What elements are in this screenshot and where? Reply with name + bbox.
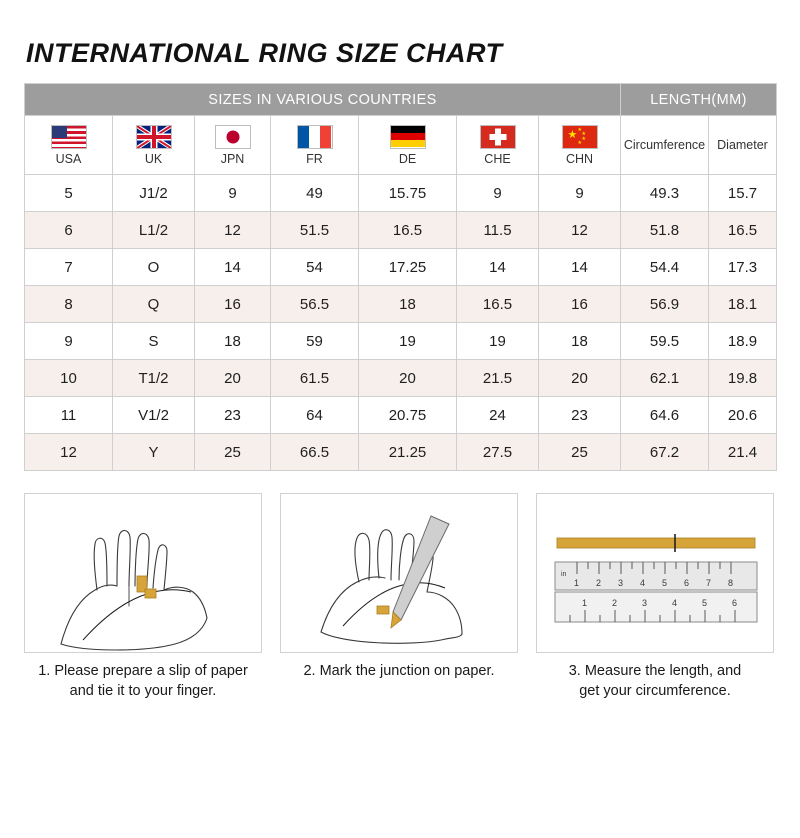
flag-switzerland-icon: [480, 125, 516, 149]
cell-usa: 12: [25, 434, 113, 471]
cell-che: 11.5: [457, 212, 539, 249]
svg-text:5: 5: [662, 578, 668, 588]
cell-fr: 49: [271, 175, 359, 212]
cell-circumference: 67.2: [621, 434, 709, 471]
step-3: [536, 493, 774, 701]
cell-diameter: 18.9: [709, 323, 777, 360]
svg-text:8: 8: [728, 578, 734, 588]
column-header-de: [359, 116, 457, 175]
flag-china-icon: ★ ★ ★ ★ ★: [562, 125, 598, 149]
cell-jpn: 9: [195, 175, 271, 212]
page-title: INTERNATIONAL RING SIZE CHART: [26, 38, 503, 68]
cell-de: 20: [359, 360, 457, 397]
step-3-caption: [536, 662, 774, 701]
cell-chn: 23: [539, 397, 621, 434]
cell-uk: Y: [113, 434, 195, 471]
cell-chn: 9: [539, 175, 621, 212]
cell-usa: 10: [25, 360, 113, 397]
cell-circumference: 56.9: [621, 286, 709, 323]
svg-text:4: 4: [640, 578, 646, 588]
cell-che: 14: [457, 249, 539, 286]
cell-diameter: 21.4: [709, 434, 777, 471]
cell-chn: 14: [539, 249, 621, 286]
cell-usa: 5: [25, 175, 113, 212]
column-header-diameter: Diameter: [709, 116, 777, 175]
cell-fr: 54: [271, 249, 359, 286]
flag-japan-icon: [215, 125, 251, 149]
cell-usa: 7: [25, 249, 113, 286]
svg-text:4: 4: [672, 598, 678, 608]
group-header-length: LENGTH(MM): [621, 84, 777, 116]
cell-diameter: 18.1: [709, 286, 777, 323]
cell-uk: T1/2: [113, 360, 195, 397]
cell-diameter: 16.5: [709, 212, 777, 249]
cell-fr: 61.5: [271, 360, 359, 397]
cell-diameter: 15.7: [709, 175, 777, 212]
cell-jpn: 12: [195, 212, 271, 249]
step-1-illustration: [24, 493, 262, 653]
svg-text:1: 1: [574, 578, 580, 588]
flag-germany-icon: [390, 125, 426, 149]
cell-che: 27.5: [457, 434, 539, 471]
ring-size-table: [24, 83, 777, 471]
cell-che: 9: [457, 175, 539, 212]
column-header-che: [457, 116, 539, 175]
cell-chn: 25: [539, 434, 621, 471]
table-row: [25, 212, 777, 249]
cell-de: 16.5: [359, 212, 457, 249]
step-2-illustration: [280, 493, 518, 653]
cell-chn: 20: [539, 360, 621, 397]
svg-text:in: in: [561, 571, 567, 578]
table-column-header-row: [25, 116, 777, 175]
cell-usa: 11: [25, 397, 113, 434]
cell-fr: 64: [271, 397, 359, 434]
svg-text:2: 2: [612, 598, 618, 608]
table-row: [25, 323, 777, 360]
cell-chn: 12: [539, 212, 621, 249]
cell-che: 16.5: [457, 286, 539, 323]
cell-che: 24: [457, 397, 539, 434]
cell-de: 19: [359, 323, 457, 360]
column-header-uk: [113, 116, 195, 175]
cell-jpn: 20: [195, 360, 271, 397]
step-2-caption: [280, 662, 518, 682]
step-2-caption-line1: 2. Mark the junction on paper.: [303, 663, 495, 679]
flag-france-icon: [297, 125, 333, 149]
cell-usa: 9: [25, 323, 113, 360]
table-row: [25, 397, 777, 434]
column-code-de: DE: [398, 151, 417, 166]
table-row: [25, 434, 777, 471]
svg-text:3: 3: [642, 598, 648, 608]
cell-che: 19: [457, 323, 539, 360]
svg-text:3: 3: [618, 578, 624, 588]
svg-text:1: 1: [582, 598, 588, 608]
cell-chn: 16: [539, 286, 621, 323]
table-group-header-row: [25, 84, 777, 116]
cell-diameter: 19.8: [709, 360, 777, 397]
cell-uk: L1/2: [113, 212, 195, 249]
cell-uk: S: [113, 323, 195, 360]
cell-circumference: 59.5: [621, 323, 709, 360]
column-header-circumference: Circumference: [621, 116, 709, 175]
cell-circumference: 64.6: [621, 397, 709, 434]
cell-chn: 18: [539, 323, 621, 360]
column-header-usa: [25, 116, 113, 175]
step-1: [24, 493, 262, 701]
svg-text:5: 5: [702, 598, 708, 608]
step-1-caption: [24, 662, 262, 701]
column-code-chn: CHN: [565, 151, 594, 166]
svg-text:7: 7: [706, 578, 712, 588]
cell-jpn: 14: [195, 249, 271, 286]
cell-uk: J1/2: [113, 175, 195, 212]
cell-jpn: 18: [195, 323, 271, 360]
step-3-illustration: [536, 493, 774, 653]
column-code-jpn: JPN: [220, 151, 245, 166]
cell-circumference: 54.4: [621, 249, 709, 286]
step-1-caption-line2: and tie it to your finger.: [69, 682, 217, 699]
cell-fr: 66.5: [271, 434, 359, 471]
cell-che: 21.5: [457, 360, 539, 397]
svg-text:6: 6: [684, 578, 690, 588]
table-row: [25, 286, 777, 323]
cell-usa: 6: [25, 212, 113, 249]
cell-circumference: 51.8: [621, 212, 709, 249]
cell-usa: 8: [25, 286, 113, 323]
ring-size-chart-page: [0, 38, 800, 838]
cell-jpn: 16: [195, 286, 271, 323]
cell-de: 15.75: [359, 175, 457, 212]
flag-usa-icon: [51, 125, 87, 149]
step-3-caption-line2: get your circumference.: [579, 682, 731, 699]
table-row: [25, 175, 777, 212]
cell-fr: 51.5: [271, 212, 359, 249]
cell-diameter: 17.3: [709, 249, 777, 286]
cell-de: 21.25: [359, 434, 457, 471]
column-header-chn: [539, 116, 621, 175]
column-code-usa: USA: [55, 151, 82, 166]
column-code-uk: UK: [144, 151, 163, 166]
column-header-fr: [271, 116, 359, 175]
cell-uk: O: [113, 249, 195, 286]
svg-text:6: 6: [732, 598, 738, 608]
table-body: [25, 175, 777, 471]
cell-fr: 56.5: [271, 286, 359, 323]
step-1-caption-line1: 1. Please prepare a slip of paper: [38, 663, 248, 679]
cell-de: 20.75: [359, 397, 457, 434]
cell-jpn: 23: [195, 397, 271, 434]
svg-text:2: 2: [596, 578, 602, 588]
cell-uk: Q: [113, 286, 195, 323]
step-2: [280, 493, 518, 701]
step-3-caption-line1: 3. Measure the length, and: [568, 663, 742, 679]
cell-uk: V1/2: [113, 397, 195, 434]
table-row: [25, 249, 777, 286]
cell-circumference: 49.3: [621, 175, 709, 212]
table-row: [25, 360, 777, 397]
flag-uk-icon: [136, 125, 172, 149]
cell-diameter: 20.6: [709, 397, 777, 434]
column-header-jpn: [195, 116, 271, 175]
cell-circumference: 62.1: [621, 360, 709, 397]
cell-de: 17.25: [359, 249, 457, 286]
column-code-fr: FR: [306, 151, 323, 166]
column-code-che: CHE: [484, 151, 511, 166]
measuring-steps: [24, 493, 776, 701]
cell-fr: 59: [271, 323, 359, 360]
cell-de: 18: [359, 286, 457, 323]
group-header-countries: SIZES IN VARIOUS COUNTRIES: [25, 84, 621, 116]
cell-jpn: 25: [195, 434, 271, 471]
